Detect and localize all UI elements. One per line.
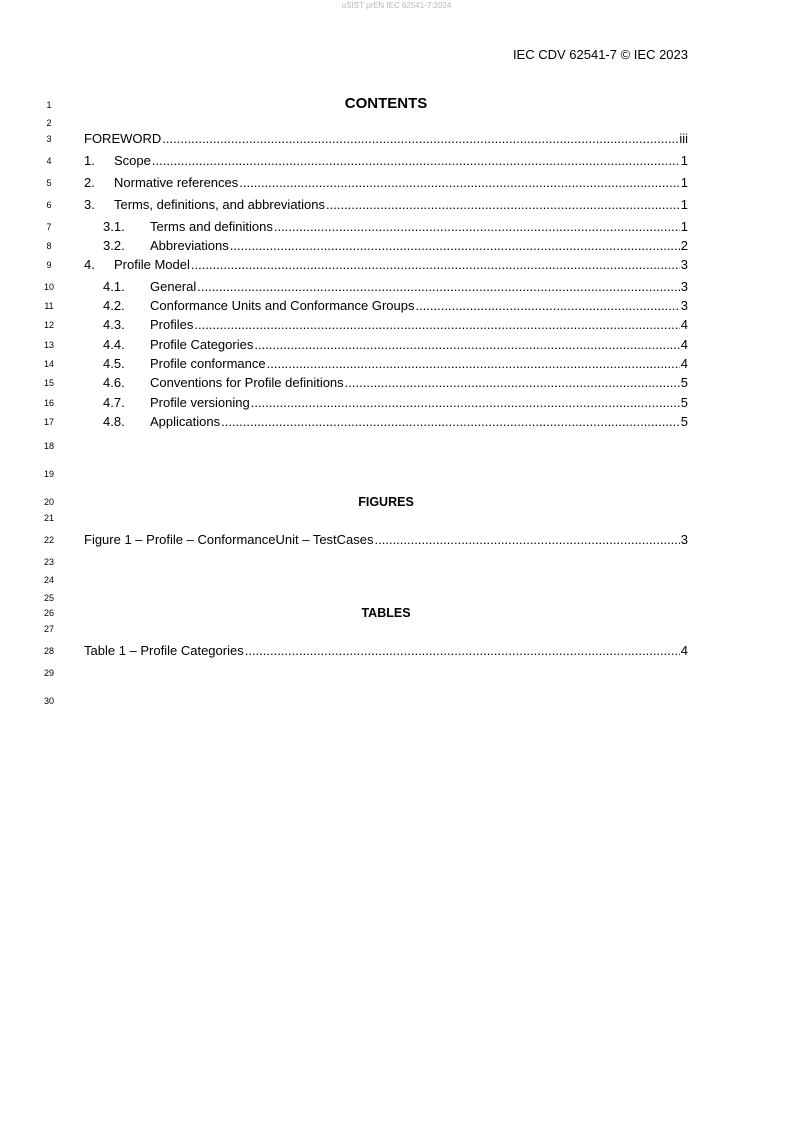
- toc-entry-number: 3.2.: [103, 238, 125, 253]
- toc-entry-conformance-units[interactable]: [103, 298, 688, 314]
- toc-entry-page: 5: [680, 414, 688, 429]
- line-number: 12: [43, 320, 54, 330]
- line-number: 15: [43, 378, 54, 388]
- toc-leader-dots: [194, 317, 679, 333]
- toc-entry-abbreviations[interactable]: [103, 238, 688, 254]
- line-number: 3: [46, 134, 52, 144]
- toc-entry-profile-conformance[interactable]: [103, 356, 688, 372]
- document-header: IEC CDV 62541-7 © IEC 2023: [512, 47, 688, 62]
- toc-entry-label: Terms, definitions, and abbreviations: [114, 197, 326, 212]
- toc-entry-label: Profile Model: [114, 257, 190, 272]
- toc-leader-dots: [326, 197, 680, 213]
- toc-entry-number: 3.1.: [103, 219, 125, 234]
- toc-leader-dots: [230, 238, 680, 254]
- toc-leader-dots: [162, 131, 678, 147]
- toc-leader-dots: [375, 532, 680, 548]
- toc-entry-terms-and-definitions[interactable]: [103, 219, 688, 235]
- tables-title: TABLES: [361, 606, 411, 620]
- toc-entry-label: Conventions for Profile definitions: [150, 375, 344, 390]
- toc-entry-number: 4.4.: [103, 337, 125, 352]
- line-number: 19: [43, 469, 54, 479]
- line-number: 5: [46, 178, 52, 188]
- toc-entry-label: General: [150, 279, 197, 294]
- line-number: 6: [46, 200, 52, 210]
- toc-leader-dots: [221, 414, 680, 430]
- line-number: 26: [43, 608, 54, 618]
- line-number: 2: [46, 118, 52, 128]
- line-number: 9: [46, 260, 52, 270]
- toc-entry-profiles[interactable]: [103, 317, 688, 333]
- toc-entry-foreword[interactable]: [84, 131, 688, 147]
- line-number: 18: [43, 441, 54, 451]
- toc-leader-dots: [239, 175, 679, 191]
- toc-entry-label: FOREWORD: [84, 131, 162, 146]
- toc-entry-page: 3: [680, 298, 688, 313]
- toc-entry-label: Profile versioning: [150, 395, 250, 410]
- toc-entry-number: 3.: [84, 197, 95, 212]
- toc-entry-number: 4.: [84, 257, 95, 272]
- toc-entry-number: 2.: [84, 175, 95, 190]
- line-number: 7: [46, 222, 52, 232]
- toc-leader-dots: [415, 298, 679, 314]
- line-number: 4: [46, 156, 52, 166]
- figure-entry-label: Figure 1 – Profile – ConformanceUnit – TestCases: [84, 532, 374, 547]
- toc-entry-label: Conformance Units and Conformance Groups: [150, 298, 415, 313]
- toc-entry-number: 1.: [84, 153, 95, 168]
- toc-entry-conventions[interactable]: [103, 375, 688, 391]
- figure-entry-page: 3: [680, 532, 688, 547]
- table-entry[interactable]: [84, 643, 688, 659]
- toc-entry-page: 1: [680, 219, 688, 234]
- line-number: 25: [43, 593, 54, 603]
- toc-leader-dots: [152, 153, 680, 169]
- toc-leader-dots: [345, 375, 680, 391]
- toc-entry-terms-definitions[interactable]: [84, 197, 688, 213]
- toc-leader-dots: [254, 337, 679, 353]
- table-entry-label: Table 1 – Profile Categories: [84, 643, 244, 658]
- toc-entry-profile-model[interactable]: [84, 257, 688, 273]
- line-number: 14: [43, 359, 54, 369]
- line-number: 23: [43, 557, 54, 567]
- toc-entry-label: Terms and definitions: [150, 219, 273, 234]
- toc-leader-dots: [245, 643, 680, 659]
- toc-leader-dots: [191, 257, 680, 273]
- line-number: 1: [46, 100, 52, 110]
- line-number: 13: [43, 340, 54, 350]
- line-number: 8: [46, 241, 52, 251]
- toc-entry-number: 4.3.: [103, 317, 125, 332]
- toc-entry-number: 4.1.: [103, 279, 125, 294]
- toc-entry-page: 1: [680, 197, 688, 212]
- toc-entry-page: 5: [680, 395, 688, 410]
- toc-entry-label: Profile Categories: [150, 337, 254, 352]
- toc-entry-page: 2: [680, 238, 688, 253]
- toc-entry-page: iii: [679, 131, 688, 146]
- toc-entry-label: Normative references: [114, 175, 239, 190]
- figures-title: FIGURES: [358, 495, 414, 509]
- line-number: 11: [44, 301, 54, 311]
- line-number: 17: [43, 417, 54, 427]
- figure-entry[interactable]: [84, 532, 688, 548]
- toc-entry-number: 4.6.: [103, 375, 125, 390]
- toc-leader-dots: [274, 219, 680, 235]
- toc-entry-number: 4.2.: [103, 298, 125, 313]
- toc-entry-page: 3: [680, 257, 688, 272]
- toc-entry-profile-categories[interactable]: [103, 337, 688, 353]
- toc-entry-number: 4.8.: [103, 414, 125, 429]
- line-number: 29: [43, 668, 54, 678]
- toc-entry-label: Abbreviations: [150, 238, 229, 253]
- line-number: 24: [43, 575, 54, 585]
- toc-entry-page: 4: [680, 317, 688, 332]
- toc-entry-profile-versioning[interactable]: [103, 395, 688, 411]
- toc-leader-dots: [251, 395, 680, 411]
- toc-entry-label: Applications: [150, 414, 221, 429]
- toc-leader-dots: [197, 279, 680, 295]
- line-number: 16: [43, 398, 54, 408]
- toc-entry-general[interactable]: [103, 279, 688, 295]
- line-number: 28: [43, 646, 54, 656]
- toc-entry-label: Profiles: [150, 317, 194, 332]
- line-number: 30: [43, 696, 54, 706]
- line-number: 10: [43, 282, 54, 292]
- contents-title: CONTENTS: [344, 95, 428, 112]
- toc-entry-page: 1: [680, 153, 688, 168]
- toc-entry-label: Scope: [114, 153, 151, 168]
- toc-entry-page: 5: [680, 375, 688, 390]
- toc-entry-page: 4: [680, 337, 688, 352]
- toc-entry-number: 4.7.: [103, 395, 125, 410]
- toc-entry-applications[interactable]: [103, 414, 688, 430]
- line-number: 21: [43, 513, 54, 523]
- toc-entry-label: Profile conformance: [150, 356, 266, 371]
- toc-entry-page: 1: [680, 175, 688, 190]
- line-number: 20: [43, 497, 54, 507]
- toc-entry-page: 4: [680, 356, 688, 371]
- toc-entry-scope[interactable]: [84, 153, 688, 169]
- toc-leader-dots: [267, 356, 680, 372]
- toc-entry-page: 3: [680, 279, 688, 294]
- toc-entry-number: 4.5.: [103, 356, 125, 371]
- line-number: 22: [43, 535, 54, 545]
- table-entry-page: 4: [680, 643, 688, 658]
- line-number: 27: [43, 624, 54, 634]
- toc-entry-normative-references[interactable]: [84, 175, 688, 191]
- watermark: oSIST prEN IEC 62541-7:2024: [341, 1, 452, 10]
